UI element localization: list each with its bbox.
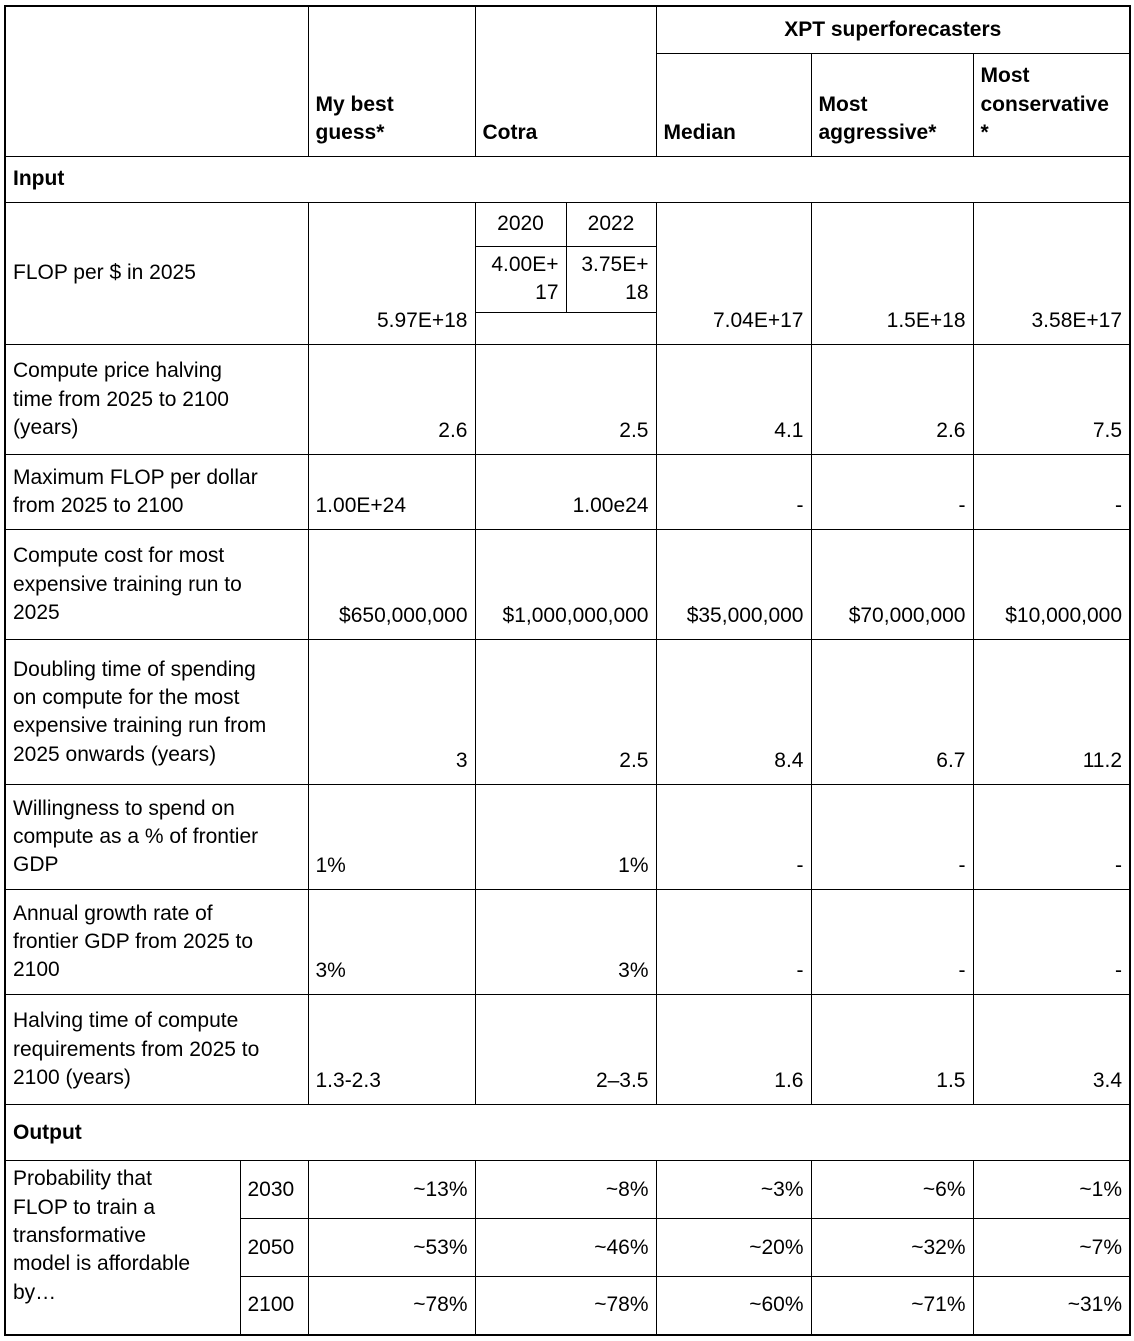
cell-output-2050-median: ~20% <box>656 1219 811 1277</box>
row-label-doubling-time <box>5 640 308 785</box>
cell-max-flop-most-aggressive: - <box>811 455 973 530</box>
section-row-input <box>5 156 1130 202</box>
cell-price-halving-most-conservative: 7.5 <box>973 345 1130 455</box>
col-header-most-conservative-label: Most conservative* <box>980 64 1109 145</box>
cell-max-flop-cotra: 1.00e24 <box>475 455 656 530</box>
row-max-flop <box>5 455 1130 530</box>
cell-max-flop-median: - <box>656 455 811 530</box>
cell-price-halving-median: 4.1 <box>656 345 811 455</box>
row-gdp-growth <box>5 890 1130 995</box>
cell-doubling-time-most-aggressive: 6.7 <box>811 640 973 785</box>
cell-willingness-median: - <box>656 785 811 890</box>
cell-max-flop-best-guess: 1.00E+24 <box>308 455 475 530</box>
cell-compute-cost-most-aggressive: $70,000,000 <box>811 530 973 640</box>
row-label-gdp-growth <box>5 890 308 995</box>
forecast-parameters-table <box>4 5 1131 1336</box>
cell-output-2030-median: ~3% <box>656 1161 811 1219</box>
cell-willingness-cotra: 1% <box>475 785 656 890</box>
row-output-2030 <box>5 1161 1130 1219</box>
cell-output-2050-cotra: ~46% <box>475 1219 656 1277</box>
cell-halving-requirements-most-aggressive: 1.5 <box>811 995 973 1105</box>
cell-gdp-growth-best-guess: 3% <box>308 890 475 995</box>
cotra-subheader-2020: 2020 <box>475 202 566 246</box>
year-label-2030: 2030 <box>240 1161 308 1219</box>
cell-output-2100-best-guess: ~78% <box>308 1277 475 1335</box>
row-label-probability-affordable-text: Probability that FLOP to train a transformative model is affordable by… <box>13 1167 191 1304</box>
row-label-price-halving <box>5 345 308 455</box>
col-header-best-guess-label: My best guess* <box>315 92 394 145</box>
cell-compute-cost-best-guess: $650,000,000 <box>308 530 475 640</box>
row-label-willingness <box>5 785 308 890</box>
col-header-most-aggressive: Most aggressive* <box>811 53 973 156</box>
cell-output-2050-most-aggressive: ~32% <box>811 1219 973 1277</box>
cell-output-2050-best-guess: ~53% <box>308 1219 475 1277</box>
cell-doubling-time-best-guess: 3 <box>308 640 475 785</box>
row-label-price-halving-text: Compute price halving time from 2025 to 2100 (years) <box>13 359 229 439</box>
row-label-compute-cost <box>5 530 308 640</box>
cell-willingness-most-aggressive: - <box>811 785 973 890</box>
cell-doubling-time-median: 8.4 <box>656 640 811 785</box>
col-header-median: Median <box>656 53 811 156</box>
cell-doubling-time-cotra: 2.5 <box>475 640 656 785</box>
header-group-row <box>5 6 1130 53</box>
cell-willingness-best-guess: 1% <box>308 785 475 890</box>
row-flop-per-dollar <box>5 202 1130 246</box>
row-label-probability-affordable <box>5 1161 240 1335</box>
cotra-empty-cell <box>475 313 656 345</box>
row-halving-requirements <box>5 995 1130 1105</box>
col-header-most-conservative <box>973 53 1130 156</box>
section-label-input: Input <box>5 156 1130 202</box>
cell-flop-cotra-2022 <box>566 246 656 313</box>
section-row-output <box>5 1105 1130 1161</box>
cell-output-2100-most-aggressive: ~71% <box>811 1277 973 1335</box>
cell-gdp-growth-cotra: 3% <box>475 890 656 995</box>
cell-gdp-growth-most-conservative: - <box>973 890 1130 995</box>
cell-output-2030-most-aggressive: ~6% <box>811 1161 973 1219</box>
row-label-compute-cost-text: Compute cost for most expensive training run to 2025 <box>13 544 242 624</box>
row-compute-cost <box>5 530 1130 640</box>
cell-output-2030-most-conservative: ~1% <box>973 1161 1130 1219</box>
row-label-gdp-growth-text: Annual growth rate of frontier GDP from 2025 to 2100 <box>13 901 254 982</box>
row-label-max-flop-text: Maximum FLOP per dollar from 2025 to 2100 <box>13 465 258 518</box>
cell-compute-cost-cotra: $1,000,000,000 <box>475 530 656 640</box>
cotra-subheader-2022: 2022 <box>566 202 656 246</box>
cell-flop-cotra-2022-value: 3.75E+18 <box>581 252 649 304</box>
row-label-willingness-text: Willingness to spend on compute as a % of frontier GDP <box>13 796 259 877</box>
cell-flop-median: 7.04E+17 <box>656 202 811 345</box>
col-header-best-guess <box>308 6 475 156</box>
cell-doubling-time-most-conservative: 11.2 <box>973 640 1130 785</box>
cell-gdp-growth-median: - <box>656 890 811 995</box>
cell-halving-requirements-median: 1.6 <box>656 995 811 1105</box>
cell-flop-cotra-2020 <box>475 246 566 313</box>
row-label-doubling-time-text: Doubling time of spending on compute for the most expensive training run from 2025 onwards (years) <box>13 657 267 766</box>
cell-flop-most-conservative: 3.58E+17 <box>973 202 1130 345</box>
section-label-output: Output <box>5 1105 1130 1161</box>
cell-output-2100-most-conservative: ~31% <box>973 1277 1130 1335</box>
year-label-2050: 2050 <box>240 1219 308 1277</box>
cell-compute-cost-most-conservative: $10,000,000 <box>973 530 1130 640</box>
cell-price-halving-most-aggressive: 2.6 <box>811 345 973 455</box>
cell-flop-cotra-2020-value: 4.00E+17 <box>491 252 559 304</box>
row-label-halving-requirements <box>5 995 308 1105</box>
corner-cell <box>5 6 308 156</box>
cell-output-2100-cotra: ~78% <box>475 1277 656 1335</box>
cell-halving-requirements-best-guess: 1.3-2.3 <box>308 995 475 1105</box>
cell-price-halving-best-guess: 2.6 <box>308 345 475 455</box>
year-label-2100: 2100 <box>240 1277 308 1335</box>
row-price-halving <box>5 345 1130 455</box>
row-willingness <box>5 785 1130 890</box>
cell-flop-most-aggressive: 1.5E+18 <box>811 202 973 345</box>
cell-halving-requirements-most-conservative: 3.4 <box>973 995 1130 1105</box>
cell-output-2050-most-conservative: ~7% <box>973 1219 1130 1277</box>
cell-flop-best-guess: 5.97E+18 <box>308 202 475 345</box>
cell-price-halving-cotra: 2.5 <box>475 345 656 455</box>
cell-output-2030-cotra: ~8% <box>475 1161 656 1219</box>
cell-willingness-most-conservative: - <box>973 785 1130 890</box>
cell-output-2030-best-guess: ~13% <box>308 1161 475 1219</box>
cell-max-flop-most-conservative: - <box>973 455 1130 530</box>
row-label-halving-requirements-text: Halving time of compute requirements from 2025 to 2100 (years) <box>13 1009 260 1089</box>
cell-output-2100-median: ~60% <box>656 1277 811 1335</box>
group-header-xpt-superforecasters: XPT superforecasters <box>656 6 1130 53</box>
row-label-flop-per-dollar: FLOP per $ in 2025 <box>5 202 308 345</box>
row-doubling-time <box>5 640 1130 785</box>
cell-halving-requirements-cotra: 2–3.5 <box>475 995 656 1105</box>
col-header-cotra: Cotra <box>475 6 656 156</box>
cell-gdp-growth-most-aggressive: - <box>811 890 973 995</box>
cell-compute-cost-median: $35,000,000 <box>656 530 811 640</box>
row-label-max-flop <box>5 455 308 530</box>
